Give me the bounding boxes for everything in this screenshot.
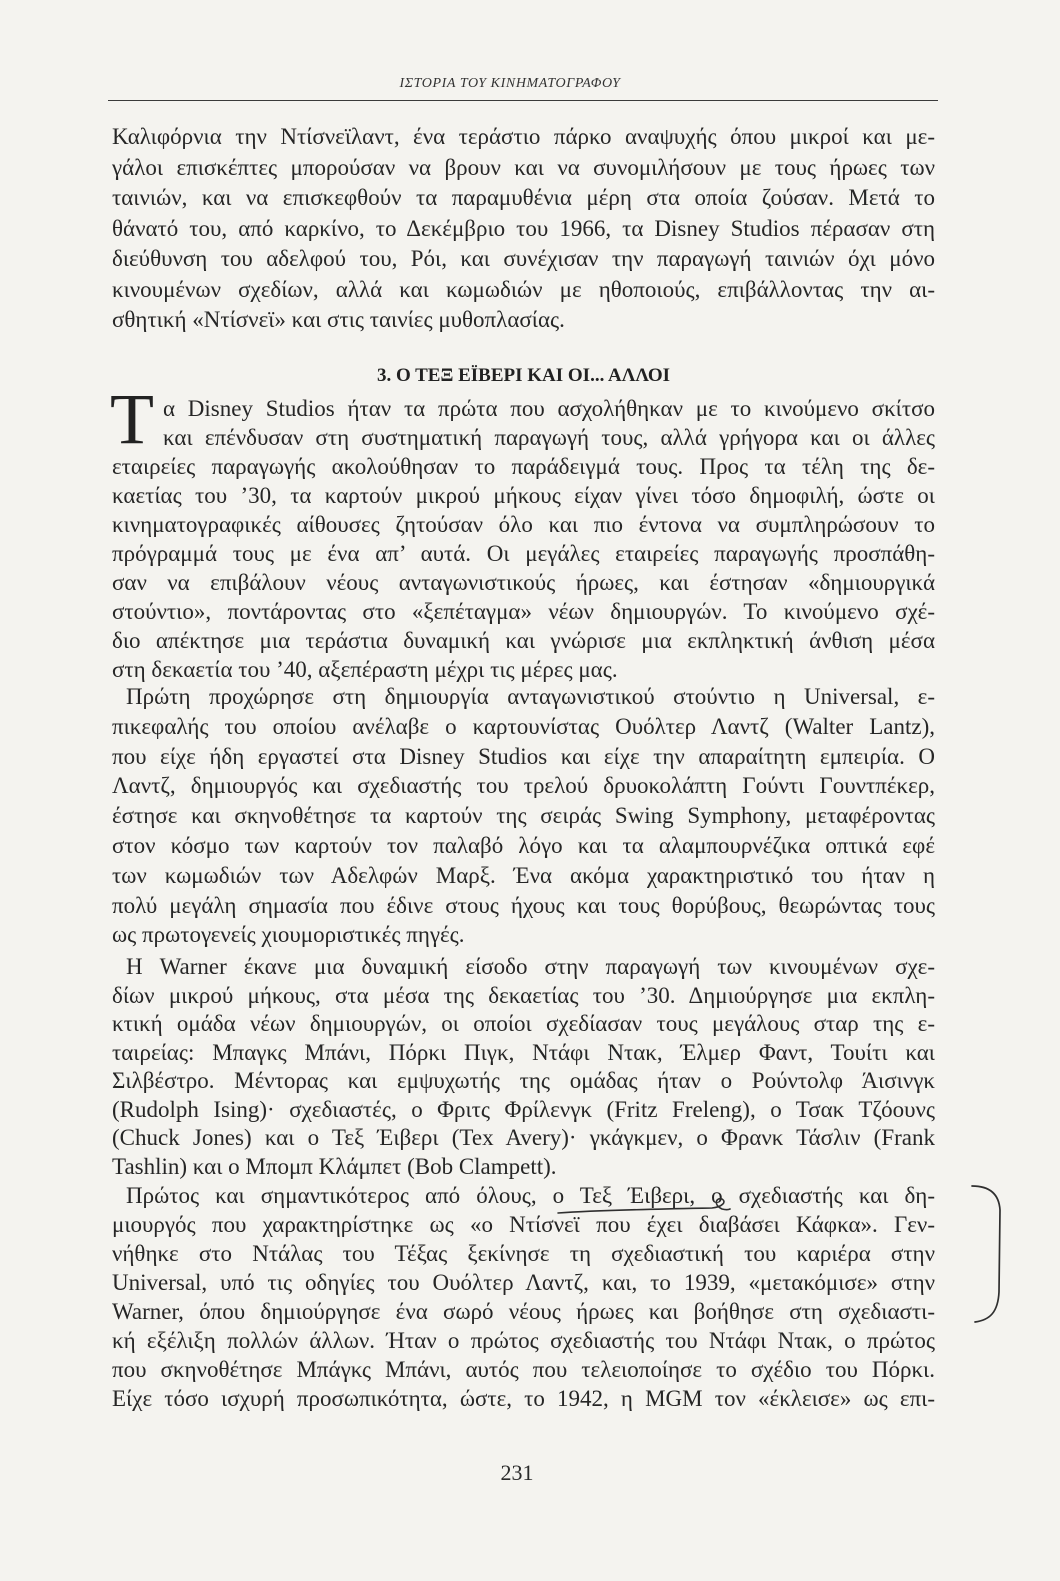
running-head: ΙΣΤΟΡΙΑ ΤΟΥ ΚΙΝΗΜΑΤΟΓΡΑΦΟΥ <box>399 76 621 91</box>
text-line: α Disney Studios ήταν τα πρώτα που ασχολήθηκαν με το κινούμενο σκίτσο <box>163 396 935 421</box>
paragraph-warner <box>112 953 935 1181</box>
text-line: γάλοι επισκέπτες μπορούσαν να βρουν και να συνομιλήσουν με τους ήρωες των <box>112 154 935 180</box>
text-line: σθητική «Ντίσνεϊ» και στις ταινίες μυθοπλασίας. <box>112 307 565 332</box>
text-line: Η Warner έκανε μια δυναμική είσοδο στην παραγωγή των κινουμένων σχε- <box>126 954 935 979</box>
paragraph-continued <box>112 122 935 336</box>
text-line: εταιρείες παραγωγής ακολούθησαν το παράδειγμά τους. Προς τα τέλη της δε- <box>112 454 935 479</box>
text-line: των κωμωδιών των Αδελφών Μαρξ. Ένα ακόμα χαρακτηριστικό του ήταν η <box>112 862 935 888</box>
text-line: δίων μικρού μήκους, στα μέσα της δεκαετίας του ’30. Δημιούργησε μια εκπλη- <box>112 982 935 1008</box>
text-line: Λαντζ, δημιουργός και σχεδιαστής του τρελού δρυοκολάπτη Γούντι Γουντπέκερ, <box>112 773 935 799</box>
text-line: κή εξέλιξη πολλών άλλων. Ήταν ο πρώτος σχεδιαστής του Ντάφι Ντακ, ο πρώτος <box>112 1328 935 1353</box>
text-line: πρόγραμμά τους με ένα απ’ αυτά. Οι μεγάλες εταιρείες παραγωγής προσπάθη- <box>112 541 935 566</box>
page-number: 231 <box>500 1460 534 1485</box>
text-line: διο απέκτησε μια τεράστια δυναμική και γνώρισε μια εκπληκτική άνθιση μέσα <box>112 628 935 653</box>
text-line: ταινιών, και να επισκεφθούν τα παραμυθένια μέρη στα οποία ζούσαν. Μετά το <box>112 185 935 210</box>
paragraph-universal <box>112 682 935 950</box>
text-line: στον κόσμο των καρτούν τον παλαβό λόγο και τα αλαμπουρνέζικα οπτικά εφέ <box>112 832 935 858</box>
text-line: (Chuck Jones) και ο Τεξ Έιβερι (Tex Avery)· γκάγκμεν, ο Φρανκ Τάσλιν (Frank <box>112 1125 935 1150</box>
drop-cap: Τ <box>110 379 154 459</box>
text-line: Warner, όπου δημιούργησε ένα σωρό νέους ήρωες και βοήθησε στη σχεδιαστι- <box>112 1299 935 1324</box>
text-line: μιουργός που χαρακτηρίστηκε ως «ο Ντίσνεϊ που έχει διαβάσει Κάφκα». Γεν- <box>112 1212 935 1237</box>
paragraph-intro <box>110 379 935 684</box>
text-line: Tashlin) και ο Μπομπ Κλάμπετ (Bob Clampett). <box>112 1153 557 1179</box>
text-line: που σκηνοθέτησε Μπάγκς Μπάνι, αυτός που τελειοποίησε το σχέδιο του Πόρκι. <box>112 1357 935 1382</box>
text-line: πολύ μεγάλη σημασία που έδινε στους ήχους και τους θορύβους, θεωρώντας τους <box>112 892 935 918</box>
handwritten-bracket <box>972 1186 1000 1322</box>
paragraph-tex-avery <box>112 1181 935 1413</box>
section-heading: 3. Ο ΤΕΞ ΕΪΒΕΡΙ ΚΑΙ ΟΙ... ΑΛΛΟΙ <box>376 365 671 386</box>
text-line: ως πρωτογενείς χιουμοριστικές πηγές. <box>112 922 465 948</box>
text-line: κινουμένων σχεδίων, αλλά και κωμωδιών με ηθοποιούς, επιβάλλοντας την αι- <box>112 276 935 302</box>
header-rule <box>108 100 938 101</box>
text-line: και επένδυσαν στη συστηματική παραγωγή τους, αλλά γρήγορα και οι άλλες <box>163 425 935 450</box>
text-line: Σιλβέστρο. Μέντορας και εμψυχωτής της ομάδας ήταν ο Ρούντολφ Άισινγκ <box>112 1068 935 1093</box>
text-line: νήθηκε στο Ντάλας του Τέξας ξεκίνησε τη σχεδιαστική του καριέρα στην <box>112 1241 935 1266</box>
text-line: που είχε ήδη εργαστεί στα Disney Studios και είχε την απαραίτητη εμπειρία. Ο <box>112 743 935 769</box>
text-line: στούντιο», ποντάροντας στο «ξεπέταγμα» νέων δημιουργών. Το κινούμενο σχέ- <box>112 599 935 624</box>
text-line: πικεφαλής του οποίου ανέλαβε ο καρτουνίστας Ουόλτερ Λαντζ (Walter Lantz), <box>112 713 935 739</box>
text-line: θάνατό του, από καρκίνο, το Δεκέμβριο του 1966, τα Disney Studios πέρασαν στη <box>112 215 935 241</box>
text-line: ταιρείας: Μπαγκς Μπάνι, Πόρκι Πιγκ, Ντάφι Ντακ, Έλμερ Φαντ, Τουίτι και <box>112 1039 935 1065</box>
text-line: Πρώτος και σημαντικότερος από όλους, ο Τεξ Έιβερι, ο σχεδιαστής και δη- <box>126 1183 935 1208</box>
text-line: σαν να επιβάλουν νέους ανταγωνιστικούς ήρωες, και έστησαν «δημιουργικά <box>112 570 935 595</box>
text-line: Universal, υπό τις οδηγίες του Ουόλτερ Λαντζ, και, το 1939, «μετακόμισε» στην <box>112 1270 935 1295</box>
text-line: (Rudolph Ising)· σχεδιαστές, ο Φριτς Φρίλενγκ (Fritz Freleng), ο Τσακ Τζόουνς <box>112 1096 935 1122</box>
text-line: έστησε και σκηνοθέτησε τα καρτούν της σειράς Swing Symphony, μεταφέροντας <box>112 803 935 829</box>
text-line: κτική ομάδα νέων δημιουργών, οι οποίοι σχεδίασαν τους μεγάλους σταρ της ε- <box>112 1011 935 1036</box>
text-line: Πρώτη προχώρησε στη δημιουργία ανταγωνιστικού στούντιο η Universal, ε- <box>126 684 935 709</box>
text-line: κινηματογραφικές αίθουσες ζητούσαν όλο και πιο έντονα να συμπληρώσουν το <box>112 512 935 537</box>
text-line: Καλιφόρνια την Ντίσνεϊλαντ, ένα τεράστιο πάρκο αναψυχής όπου μικροί και με- <box>112 124 935 149</box>
text-line: Είχε τόσο ισχυρή προσωπικότητα, ώστε, το 1942, η MGM τον «έκλεισε» ως επι- <box>112 1386 935 1411</box>
text-line: στη δεκαετία του ’40, αξεπέραστη μέχρι τις μέρες μας. <box>112 657 618 682</box>
text-line: καετίας του ’30, τα καρτούν μικρού μήκους είχαν γίνει τόσο δημοφιλή, ώστε οι <box>112 483 935 508</box>
text-line: διεύθυνση του αδελφού του, Ρόι, και συνέχισαν την παραγωγή ταινιών όχι μόνο <box>112 246 935 271</box>
